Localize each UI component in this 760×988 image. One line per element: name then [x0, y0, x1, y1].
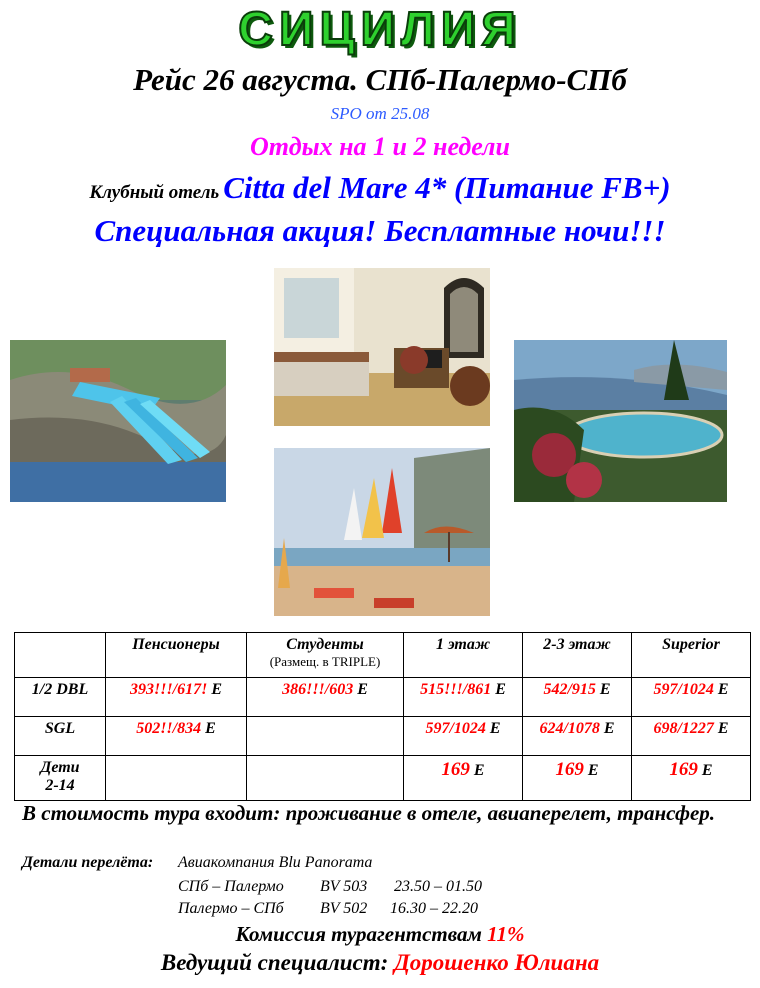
price-cell: 502!!/834 E: [106, 717, 247, 756]
price-cell: 542/915 E: [523, 678, 632, 717]
spo-date: SPO от 25.08: [330, 104, 430, 123]
photo-water-slides: [10, 340, 226, 502]
price-cell: 624/1078 E: [523, 717, 632, 756]
price-cell: 393!!!/617! E: [106, 678, 247, 717]
price-cell: 169 E: [404, 756, 523, 801]
table-header-cell: 1 этаж: [404, 633, 523, 678]
route-return: Палермо – СПб: [178, 900, 284, 917]
price-cell: [106, 756, 247, 801]
photo-pool: [514, 340, 727, 502]
lead-specialist-line: [0, 950, 760, 976]
table-row: [15, 717, 751, 756]
price-table: [14, 632, 751, 801]
rest-duration: Отдых на 1 и 2 недели: [250, 132, 510, 161]
airline-name: Авиакомпания Blu Panorama: [178, 854, 373, 871]
row-label: SGL: [15, 717, 106, 756]
price-cell: 698/1227 E: [632, 717, 751, 756]
price-cell: 169 E: [632, 756, 751, 801]
table-header-cell: Пенсионеры: [106, 633, 247, 678]
students-header: Студенты: [286, 636, 364, 653]
hotel-name: Citta del Mare 4* (Питание FB+): [223, 170, 671, 205]
flight-number-outbound: BV 503: [320, 878, 368, 895]
row-label: Дети 2-14: [15, 756, 106, 801]
lead-name: Дорошенко Юлиана: [394, 950, 600, 975]
included-services: В стоимость тура входит: проживание в отеле, авиаперелет, трансфер.: [22, 801, 716, 825]
commission-line: [0, 922, 760, 947]
hotel-prefix: Клубный отель: [89, 182, 220, 203]
hotel-line: [0, 170, 760, 206]
table-header-cell: 2-3 этаж: [523, 633, 632, 678]
route-outbound: СПб – Палермо: [178, 878, 284, 895]
flight-details-label: Детали перелёта:: [22, 854, 154, 871]
table-header-cell: Superior: [632, 633, 751, 678]
lead-label: Ведущий специалист:: [160, 950, 389, 975]
table-row: [15, 756, 751, 801]
photo-beach: [274, 448, 490, 616]
price-cell: 597/1024 E: [404, 717, 523, 756]
table-row: [15, 678, 751, 717]
page-title: СИЦИЛИЯ: [238, 3, 522, 56]
commission-value: 11%: [487, 922, 525, 946]
price-cell: [247, 756, 404, 801]
photo-hotel-room: [274, 268, 490, 426]
price-cell: 515!!!/861 E: [404, 678, 523, 717]
price-cell: 597/1024 E: [632, 678, 751, 717]
commission-label: Комиссия турагентствам: [235, 922, 482, 946]
promo-banner: Специальная акция! Бесплатные ночи!!!: [94, 213, 666, 248]
table-header-cell: [247, 633, 404, 678]
students-note: (Размещ. в TRIPLE): [269, 654, 381, 669]
flight-time-outbound: 23.50 – 01.50: [394, 878, 482, 895]
flight-heading: Рейс 26 августа. СПб-Палермо-СПб: [133, 62, 627, 97]
table-header-row: [15, 633, 751, 678]
price-cell: 169 E: [523, 756, 632, 801]
price-cell: [247, 717, 404, 756]
flight-time-return: 16.30 – 22.20: [390, 900, 478, 917]
table-header-empty: [15, 633, 106, 678]
price-cell: 386!!!/603 E: [247, 678, 404, 717]
flight-number-return: BV 502: [320, 900, 368, 917]
row-label: 1/2 DBL: [15, 678, 106, 717]
